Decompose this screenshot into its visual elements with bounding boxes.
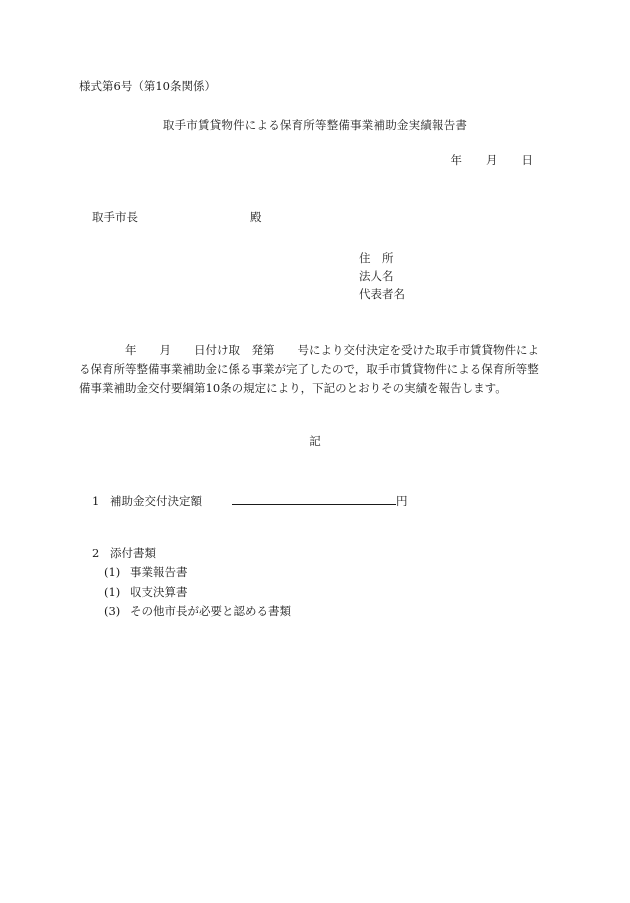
attachment-item [104, 606, 291, 618]
addressee-name: 取手市長 [92, 210, 138, 224]
attachment-label: 収支決算書 [130, 585, 188, 599]
attachment-number: (3) [104, 604, 121, 618]
date-month-label: 月 [486, 153, 498, 167]
body-line-1: 年 月 日付け取 発第 号により交付決定を受けた取手市賃貸物件によ [79, 343, 539, 357]
item2-number: 2 [92, 546, 100, 560]
attachment-number: (1) [104, 565, 121, 579]
date-year-label: 年 [450, 153, 462, 167]
sender-block [359, 249, 405, 303]
date-day-label: 日 [521, 153, 533, 167]
addressee-honorific: 殿 [250, 210, 262, 224]
item1-number: 1 [92, 494, 100, 508]
grant-amount-blank [232, 493, 396, 505]
item1-unit: 円 [396, 494, 408, 508]
body-line-3: 備事業補助金交付要綱第10条の規定により，下記のとおりその実績を報告します。 [79, 381, 507, 395]
item-grant-amount [92, 493, 408, 508]
attachment-label: 事業報告書 [130, 565, 188, 579]
item1-label: 補助金交付決定額 [110, 494, 202, 508]
attachment-label: その他市長が必要と認める書類 [130, 604, 291, 618]
body-line-2: る保育所等整備事業補助金に係る事業が完了したので，取手市賃貸物件による保育所等整 [79, 362, 539, 376]
form-number: 様式第6号（第10条関係） [79, 79, 216, 93]
attachment-item [104, 587, 188, 599]
attachment-item [104, 567, 188, 579]
addressee [92, 212, 262, 224]
attachment-number: (1) [104, 585, 121, 599]
ki-heading: 記 [309, 434, 321, 448]
report-body [79, 341, 551, 398]
item2-label: 添付書類 [110, 546, 156, 560]
sender-address-label: 住 所 [359, 251, 394, 265]
document-title: 取手市賃貸物件による保育所等整備事業補助金実績報告書 [162, 118, 468, 132]
item-attachments [92, 548, 156, 560]
sender-corp-label: 法人名 [359, 269, 394, 283]
sender-rep-label: 代表者名 [359, 287, 405, 301]
date-line [451, 155, 534, 167]
